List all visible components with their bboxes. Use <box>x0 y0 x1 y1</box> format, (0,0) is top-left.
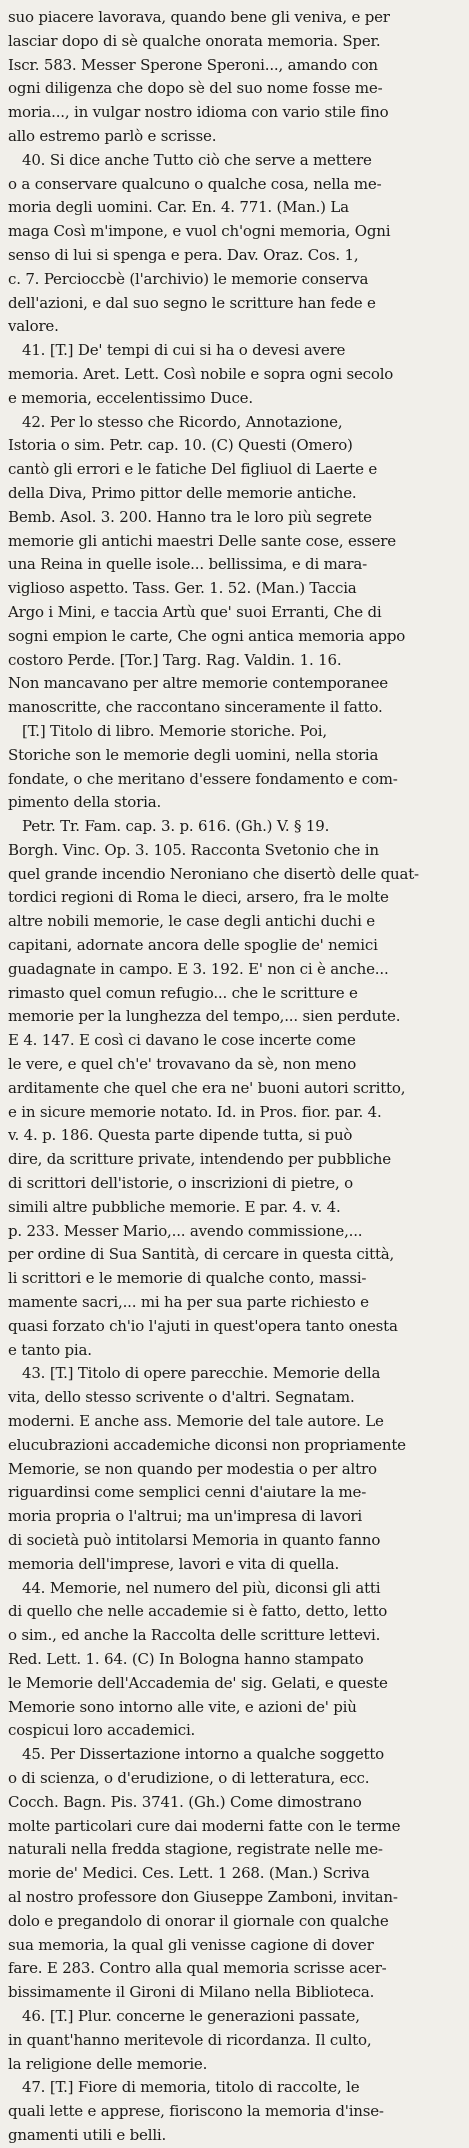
text-line: simili altre pubbliche memorie. E par. 4. v. 4. <box>8 1197 341 1216</box>
text-line: riguardinsi come semplici cenni d'aiutare la me- <box>8 1483 367 1502</box>
text-line: memoria. Aret. Lett. Così nobile e sopra ogni secolo <box>8 364 394 383</box>
text-line: c. 7. Percioccbè (l'archivio) le memorie conserva <box>8 269 369 288</box>
text-line: v. 4. p. 186. Questa parte dipende tutta, si può <box>8 1126 353 1145</box>
text-line: naturali nella fredda stagione, registrate nelle me- <box>8 1840 383 1859</box>
text-line: Cocch. Bagn. Pis. 3741. (Gh.) Come dimostrano <box>8 1792 362 1811</box>
text-line: elucubrazioni accademiche diconsi non propriamente <box>8 1435 406 1454</box>
text-line: quel grande incendio Neroniano che disertò delle quat- <box>8 864 419 883</box>
text-line: moderni. E anche ass. Memorie del tale autore. Le <box>8 1412 384 1431</box>
text-line: in quant'hanno meritevole di ricordanza. Il culto, <box>8 2030 372 2049</box>
text-line: e in sicure memorie notato. Id. in Pros. fior. par. 4. <box>8 1102 382 1121</box>
text-line: dolo e pregandolo di onorar il giornale con qualche <box>8 1911 389 1930</box>
text-line: Bemb. Asol. 3. 200. Hanno tra le loro più segrete <box>8 507 372 526</box>
text-line: suo piacere lavorava, quando bene gli veniva, e per <box>8 8 390 26</box>
text-line: 40. Si dice anche Tutto ciò che serve a mettere <box>22 150 372 169</box>
text-line: Argo i Mini, e taccia Artù que' suoi Erranti, Che di <box>8 602 382 621</box>
text-line: le Memorie dell'Accademia de' sig. Gelati, e queste <box>8 1673 388 1692</box>
text-line: le vere, e quel ch'e' trovavano da sè, non meno <box>8 1055 357 1074</box>
text-line: maga Così m'impone, e vuol ch'ogni memoria, Ogni <box>8 222 391 241</box>
text-line: valore. <box>8 317 59 336</box>
text-line: Red. Lett. 1. 64. (C) In Bologna hanno stampato <box>8 1649 364 1668</box>
text-line: cospicui loro accademici. <box>8 1721 196 1740</box>
text-line: allo estremo parlò e scrisse. <box>8 126 217 145</box>
text-line: 43. [T.] Titolo di opere parecchie. Memorie della <box>22 1364 381 1383</box>
text-line: cantò gli errori e le fatiche Del figliuol di Laerte e <box>8 460 378 479</box>
text-line: sua memoria, la qual gli venisse cagione di dover <box>8 1935 374 1954</box>
text-line: 46. [T.] Plur. concerne le generazioni passate, <box>22 2006 360 2025</box>
text-line: costoro Perde. [Tor.] Targ. Rag. Valdin. 1. 16. <box>8 650 342 669</box>
text-line: bissimamente il Gironi di Milano nella Biblioteca. <box>8 1983 375 2002</box>
text-line: moria propria o l'altrui; ma un'impresa di lavori <box>8 1507 362 1526</box>
text-line: Istoria o sim. Petr. cap. 10. (C) Questi (Omero) <box>8 436 353 455</box>
text-line: e memoria, eccelentissimo Duce. <box>8 388 253 407</box>
text-line: dire, da scritture private, intendendo per pubbliche <box>8 1150 391 1169</box>
text-line: fondate, o che meritano d'essere fondamento e com- <box>8 769 398 788</box>
text-line: moria degli uomini. Car. En. 4. 771. (Man.) La <box>8 198 349 217</box>
text-line: altre nobili memorie, le case degli antichi duchi e <box>8 912 375 931</box>
text-line: lasciar dopo di sè qualche onorata memoria. Sper. <box>8 31 381 50</box>
text-line: 44. Memorie, nel numero del più, diconsi gli atti <box>22 1578 381 1597</box>
text-line: 42. Per lo stesso che Ricordo, Annotazione, <box>22 412 343 431</box>
text-line: Memorie, se non quando per modestia o per altro <box>8 1459 377 1478</box>
text-line: 47. [T.] Fiore di memoria, titolo di raccolte, le <box>22 2078 360 2097</box>
text-line: Borgh. Vinc. Op. 3. 105. Racconta Svetonio che in <box>8 840 379 859</box>
text-line: rimasto quel comun refugio... che le scritture e <box>8 983 358 1002</box>
text-line: memorie per la lunghezza del tempo,... sien perdute. <box>8 1007 401 1026</box>
text-line: pimento della storia. <box>8 793 162 812</box>
text-line: dell'azioni, e dal suo segno le scritture han fede e <box>8 293 376 312</box>
text-line: E 4. 147. E così ci davano le cose incerte come <box>8 1031 356 1050</box>
text-line: [T.] Titolo di libro. Memorie storiche. Poi, <box>22 721 327 740</box>
text-line: capitani, adornate ancora delle spoglie de' nemici <box>8 936 378 955</box>
text-line: o a conservare qualcuno o qualche cosa, nella me- <box>8 174 382 193</box>
text-line: manoscritte, che raccontano sinceramente il fatto. <box>8 698 383 717</box>
text-line: della Diva, Primo pittor delle memorie antiche. <box>8 483 357 502</box>
text-line: la religione delle memorie. <box>8 2054 208 2073</box>
text-line: di scrittori dell'istorie, o inscrizioni di pietre, o <box>8 1174 353 1193</box>
text-line: moria..., in vulgar nostro idioma con vario stile fino <box>8 103 389 122</box>
text-line: fare. E 283. Contro alla qual memoria scrisse acer- <box>8 1959 387 1978</box>
text-line: Non mancavano per altre memorie contemporanee <box>8 674 388 693</box>
text-line: viglioso aspetto. Tass. Ger. 1. 52. (Man.) Taccia <box>8 579 357 598</box>
text-line: vita, dello stesso scrivente o d'altri. Segnatam. <box>8 1388 355 1407</box>
text-line: o sim., ed anche la Raccolta delle scritture lettevi. <box>8 1626 381 1645</box>
text-line: arditamente che quel che era ne' buoni autori scritto, <box>8 1078 406 1097</box>
text-line: 45. Per Dissertazione intorno a qualche soggetto <box>22 1745 384 1764</box>
text-line: per ordine di Sua Santità, di cercare in questa città, <box>8 1245 395 1264</box>
text-line: Storiche son le memorie degli uomini, nella storia <box>8 745 379 764</box>
text-line: mamente sacri,... mi ha per sua parte richiesto e <box>8 1293 369 1312</box>
text-line: una Reina in quelle isole... bellissima, e di mara- <box>8 555 367 574</box>
text-line: morie de' Medici. Ces. Lett. 1 268. (Man.) Scriva <box>8 1864 370 1883</box>
text-line: memorie gli antichi maestri Delle sante cose, essere <box>8 531 396 550</box>
text-line: Memorie sono intorno alle vite, e azioni de' più <box>8 1697 357 1716</box>
text-line: p. 233. Messer Mario,... avendo commissione,... <box>8 1221 363 1240</box>
text-line: Iscr. 583. Messer Sperone Speroni..., amando con <box>8 55 378 74</box>
text-line: guadagnate in campo. E 3. 192. E' non ci è anche... <box>8 959 389 978</box>
text-line: li scrittori e le memorie di qualche conto, massi- <box>8 1269 367 1288</box>
text-line: 41. [T.] De' tempi di cui si ha o devesi avere <box>22 341 346 360</box>
text-line: ogni diligenza che dopo sè del suo nome fosse me- <box>8 79 383 98</box>
text-line: molte particolari cure dai moderni fatte con le terme <box>8 1816 401 1835</box>
text-line: sogni empion le carte, Che ogni antica memoria appo <box>8 626 406 645</box>
text-line: al nostro professore don Giuseppe Zamboni, invitan- <box>8 1887 398 1906</box>
text-line: di società può intitolarsi Memoria in quanto fanno <box>8 1531 381 1549</box>
text-line: memoria dell'imprese, lavori e vita di quella. <box>8 1554 340 1573</box>
text-line: Petr. Tr. Fam. cap. 3. p. 616. (Gh.) V. § 19. <box>22 817 330 836</box>
text-line: gnamenti utili e belli. <box>8 2125 167 2144</box>
text-line: senso di lui si spenga e pera. Dav. Oraz. Cos. 1, <box>8 245 359 264</box>
text-line: quali lette e apprese, fioriscono la memoria d'inse- <box>8 2102 384 2121</box>
text-line: di quello che nelle accademie si è fatto, detto, letto <box>8 1602 388 1621</box>
text-line: tordici regioni di Roma le dieci, arsero, fra le molte <box>8 888 389 907</box>
text-line: quasi forzato ch'io l'ajuti in quest'opera tanto onesta <box>8 1316 398 1335</box>
text-line: o di scienza, o d'erudizione, o di letteratura, ecc. <box>8 1768 370 1787</box>
text-line: e tanto pia. <box>8 1340 92 1359</box>
